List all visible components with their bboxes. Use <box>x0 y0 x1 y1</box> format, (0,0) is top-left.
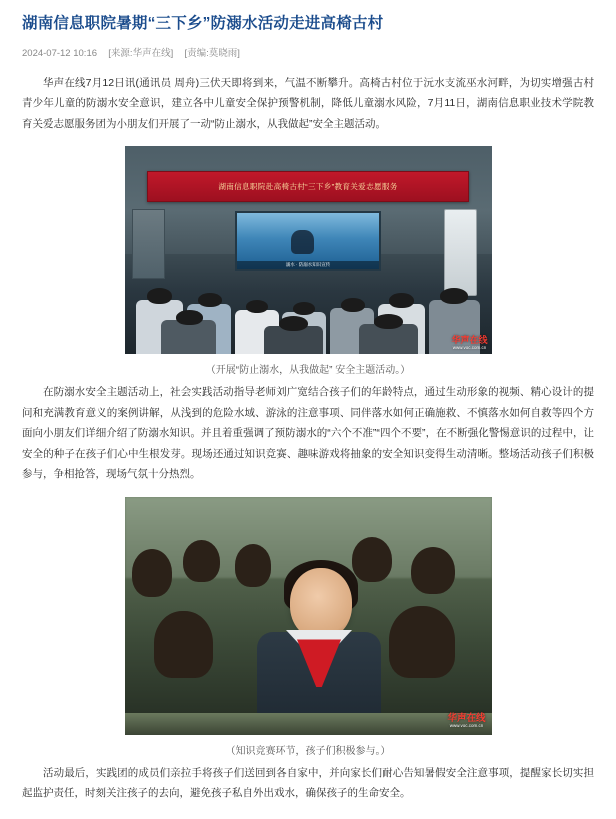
figure-caption: （开展“防止溺水，从我做起” 安全主题活动。） <box>205 365 411 377</box>
background-child <box>154 611 213 678</box>
screen-video-person <box>291 230 314 255</box>
background-child <box>183 540 220 583</box>
source-label: [来源:华声在线] <box>108 47 174 59</box>
figure-caption: （知识竞赛环节，孩子们积极参与。） <box>225 745 391 757</box>
watermark <box>447 714 485 729</box>
article-paragraph-1: 华声在线7月12日讯(通讯员 周舟)三伏天即将到来，气温不断攀升。高椅古村位于沅水支流巫水河畔，为切实增强古村青少年儿童的防溺水安全意识，建立各中儿童安全保护预警机制，降低儿童溺水风险，7月11日，湖南信息职业技术学院教育关爱志愿服务团为小朋友们开展了一动“防止溺水，从我做起”安全主题活动。 <box>22 76 594 130</box>
audience-head <box>246 300 268 313</box>
event-banner: 湖南信息职院赴高椅古村“三下乡”教育关爱志愿服务 <box>147 171 470 202</box>
background-child <box>352 537 392 582</box>
article-meta <box>22 45 594 59</box>
editor-label: [责编:莫晓雨] <box>184 47 240 59</box>
classroom-desk <box>125 713 492 734</box>
background-child <box>132 549 172 597</box>
watermark-url: www.voc.com.cn <box>452 344 487 350</box>
figure-2 <box>22 497 594 757</box>
audience-head <box>341 298 365 312</box>
watermark-url: www.voc.com.cn <box>449 723 484 729</box>
audience-head <box>279 316 308 331</box>
audience-head <box>440 288 468 304</box>
quiz-session-photo <box>125 497 492 735</box>
watermark-text: 华声在线 <box>447 712 486 724</box>
background-child <box>235 544 272 587</box>
audience-head <box>389 293 415 308</box>
projector-activity-photo <box>125 146 492 354</box>
watermark-text: 华声在线 <box>451 334 488 345</box>
watermark <box>451 336 487 351</box>
article-paragraph-3: 活动最后，实践团的成员们亲拉手将孩子们送回到各自家中，并向家长们耐心告知暑假安全注意事项，提醒家长切实担起监护责任，时刻关注孩子的去向，避免孩子私自外出戏水，确保孩子的生命安全。 <box>22 766 594 800</box>
audience-shirt <box>161 320 216 354</box>
publish-timestamp: 2024-07-12 10:16 <box>22 47 98 59</box>
foreground-girl-face <box>290 568 352 639</box>
screen-video-caption: 溺水 · 防溺水知识宣传 <box>237 261 380 269</box>
audience-crowd <box>125 255 492 355</box>
audience-head <box>176 310 204 325</box>
article-paragraph-2: 在防溺水安全主题活动上，社会实践活动指导老师刘广宽结合孩子们的年龄特点，通过生动形象的视频、精心设计的提问和充满教育意义的案例讲解，从浅到的危险水域、游泳的注意事项、同伴落水如何正确施救、不慎落水如何自救等四个方面向小朋友们详细介绍了防溺水知识。并且着重强调了预防溺水的“六个不准”“四个不要”，在不断强化警惕意识的过程中，让安全的种子在孩子们心中生根发芽。现场还通过知识竞赛、趣味游戏将抽象的安全知识变得生动清晰。整场活动孩子们积极参与，争相抢答，现场气氛十分热烈。 <box>22 386 594 481</box>
background-child <box>389 606 455 677</box>
background-child <box>411 547 455 595</box>
figure-1 <box>22 146 594 376</box>
audience-head <box>374 314 403 329</box>
audience-head <box>147 288 173 304</box>
page-title: 湖南信息职院暑期“三下乡”防溺水活动走进高椅古村 <box>22 15 384 32</box>
audience-head <box>198 293 222 307</box>
